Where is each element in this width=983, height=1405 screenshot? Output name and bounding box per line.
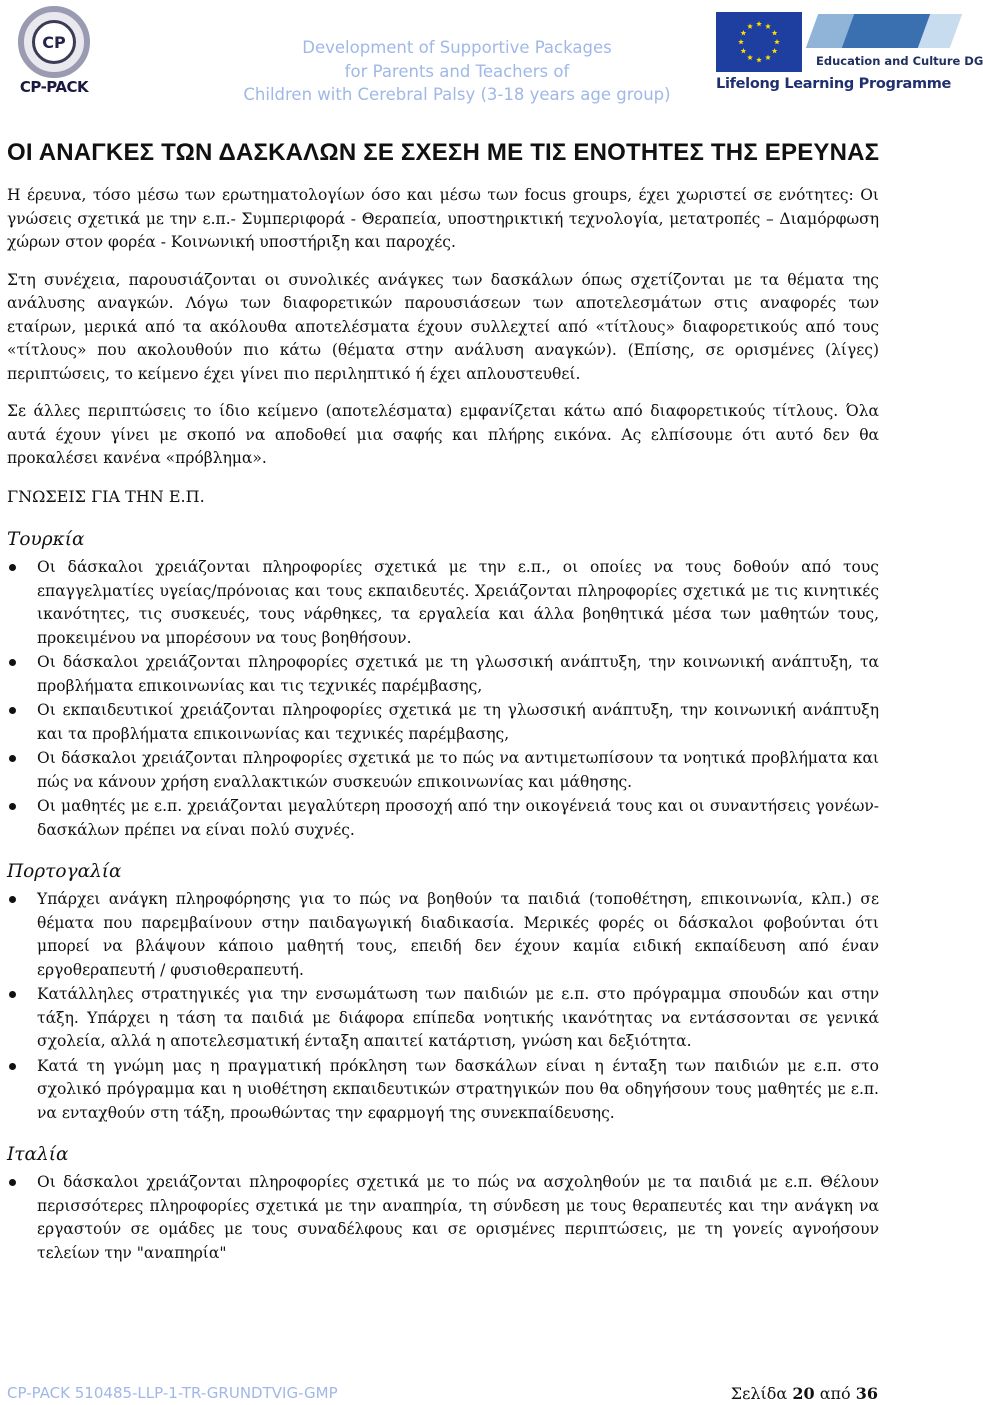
country-heading-portugal: Πορτογαλία <box>7 861 122 882</box>
page-label: Σελίδα <box>730 1384 788 1403</box>
bullet-icon <box>9 896 16 903</box>
list-item: Κατά τη γνώμη μας η πραγματική πρόκληση των δασκάλων είναι η ένταξη των παιδιών με ε.π. στο σχολικό πρόγραμμα και η υιοθέτηση εκπαιδευτικών στρατηγικών που θα οδηγήσουν τους μαθητές με ε.π. να ενταχθούν στη τάξη, προωθώντας την εφαρμογή της συνεκπαίδευσης. <box>7 1055 879 1126</box>
country-heading-turkey: Τουρκία <box>7 529 85 550</box>
eu-flag-icon <box>716 12 802 72</box>
portugal-list <box>7 888 879 1125</box>
eac-bars <box>808 12 958 54</box>
bullet-icon <box>9 755 16 762</box>
list-item: Οι εκπαιδευτικοί χρειάζονται πληροφορίες σχετικά με τη γλωσσική ανάπτυξη, την κοινωνική ανάπτυξη και τα προβλήματα επικοινωνίας και τεχνικές παρέμβασης, <box>7 699 879 746</box>
bullet-icon <box>9 1063 16 1070</box>
logo-circle <box>18 6 90 78</box>
page-footer <box>0 1384 960 1405</box>
list-item: Οι δάσκαλοι χρειάζονται πληροφορίες σχετικά με το πώς να αντιμετωπίσουν τα νοητικά προβλήματα και πώς να κάνουν χρήση εναλλακτικών συσκευών επικοινωνίας και μάθησης. <box>7 747 879 794</box>
list-item: Υπάρχει ανάγκη πληροφόρησης για το πώς να βοηθούν τα παιδιά (τοποθέτηση, επικοινωνία, κλπ.) σε θέματα που παρεμβαίνουν στην παιδαγωγική διαδικασία. Μερικές φορές οι δάσκαλοι φοβούνται ότι μπορεί να βλάψουν κάποιο μαθητή τους, επειδή δεν έχουν καμία ειδική εκπαίδευση από έναν εργοθεραπευτή / φυσιοθεραπευτή. <box>7 888 879 982</box>
list-item: Οι δάσκαλοι χρειάζονται πληροφορίες σχετικά με το πώς να ασχοληθούν με τα παιδιά με ε.π. Θέλουν περισσότερες πληροφορίες σχετικά με την αναπηρία, τη σύνδεση με τους θεραπευτές και την ανάγκη να εργαστούν σε ομάδες με τους συναδέλφους και σε ορισμένες περιπτώσεις, με τη γονείς αγνοήσουν τελείων την "αναπηρία" <box>7 1171 879 1265</box>
page-number: 20 <box>792 1384 815 1403</box>
page-title: ΟΙ ΑΝΑΓΚΕΣ ΤΩΝ ΔΑΣΚΑΛΩΝ ΣΕ ΣΧΕΣΗ ΜΕ ΤΙΣ ΕΝΟΤΗΤΕΣ ΤΗΣ ΕΡΕΥΝΑΣ <box>7 139 880 166</box>
of-label: από <box>819 1384 851 1403</box>
bullet-icon <box>9 991 16 998</box>
project-title-line: Children with Cerebral Palsy (3-18 years age group) <box>243 85 671 104</box>
eu-flag-stars <box>716 12 802 72</box>
section-heading: ΓΝΩΣΕΙΣ ΓΙΑ ΤΗΝ Ε.Π. <box>7 486 205 506</box>
country-heading-italy: Ιταλία <box>7 1144 69 1165</box>
list-item: Οι μαθητές με ε.π. χρειάζονται μεγαλύτερη προσοχή από την οικογένειά τους και οι συναντήσεις γονέων-δασκάλων πρέπει να είναι πολύ συχνές. <box>7 795 879 842</box>
list-item: Κατάλληλες στρατηγικές για την ενσωμάτωση των παιδιών με ε.π. στο πρόγραμμα σπουδών και στην τάξη. Υπάρχει η τάση τα παιδιά με διάφορα επίπεδα νοητικής ικανότητας να εντάσσονται σε γενικά σχολεία, αλλά η αποτελεσματική ένταξη απαιτεί κατάρτιση, γνώση και δεξιότητα. <box>7 983 879 1054</box>
education-culture-logo <box>808 12 983 68</box>
list-item: Οι δάσκαλοι χρειάζονται πληροφορίες σχετικά με την ε.π., οι οποίες να τους δοθούν από τους επαγγελματίες υγείας/πρόνοιας και τους εκπαιδευτές. Χρειάζονται πληροφορίες σχετικά με τις κινητικές ικανότητες, τις συσκευές, τους νάρθηκες, τα εργαλεία και άλλα βοηθητικά μέσα των μαθητών τους, προκειμένου να μπορέσουν να τους βοηθήσουν. <box>7 556 879 650</box>
project-title-line: Development of Supportive Packages <box>302 38 612 57</box>
bullet-icon <box>9 659 16 666</box>
project-title <box>222 36 692 107</box>
intro-paragraph: Η έρευνα, τόσο μέσω των ερωτηματολογίων όσο και μέσω των focus groups, έχει χωριστεί σε ενότητες: Οι γνώσεις σχετικά με την ε.π.- Συμπεριφορά - Θεραπεία, υποστηρικτική τεχνολογία, μετατροπές – Διαμόρφωση χώρων στον φορέα - Κοινωνική υποστήριξη και παροχές. <box>7 186 879 251</box>
page-indicator <box>731 1384 878 1403</box>
project-code: CP-PACK 510485-LLP-1-TR-GRUNDTVIG-GMP <box>7 1384 338 1402</box>
intro-paragraph: Σε άλλες περιπτώσεις το ίδιο κείμενο (αποτελέσματα) εμφανίζεται κάτω από διαφορετικούς τίτλους. Όλα αυτά έχουν γίνει με σκοπό να αποδοθεί μια σαφής και πλήρης εικόνα. Ας ελπίσουμε ότι αυτό δεν θα προκαλέσει κανένα «πρόβλημα». <box>7 402 879 467</box>
eac-label: Education and Culture DG <box>816 54 983 68</box>
bullet-icon <box>9 803 16 810</box>
logo-text: CP-PACK <box>19 78 89 96</box>
total-pages: 36 <box>855 1384 878 1403</box>
list-item: Οι δάσκαλοι χρειάζονται πληροφορίες σχετικά με τη γλωσσική ανάπτυξη, την κοινωνική ανάπτυξη, τα προβλήματα επικοινωνίας και τις τεχνικές παρέμβασης, <box>7 651 879 698</box>
cp-pack-logo <box>8 6 100 100</box>
bullet-icon <box>9 564 16 571</box>
llp-label: Lifelong Learning Programme <box>716 76 952 92</box>
project-title-line: for Parents and Teachers of <box>344 61 570 81</box>
italy-list <box>7 1171 879 1265</box>
document-body <box>7 138 879 1283</box>
bullet-icon <box>9 707 16 714</box>
turkey-list <box>7 556 879 842</box>
intro-paragraph: Στη συνέχεια, παρουσιάζονται οι συνολικές ανάγκες των δασκάλων όπως σχετίζονται με τα θέματα της ανάλυσης αναγκών. Λόγω των διαφορετικών παρουσιάσεων των αποτελεσμάτων στις αναφορές των εταίρων, μερικά από τα ακόλουθα αποτελέσματα έχουν συλλεχτεί από «τίτλους» διαφορετικούς από τους «τίτλους» που ακολουθούν πιο κάτω (θέματα στην ανάλυση αναγκών). (Επίσης, σε ορισμένες (λίγες) περιπτώσεις, το κείμενο έχει γίνει πιο περιληπτικό ή έχει απλουστευθεί. <box>7 270 879 383</box>
logo-mark: CP <box>32 20 76 64</box>
page-header <box>0 0 983 120</box>
bullet-icon <box>9 1179 16 1186</box>
